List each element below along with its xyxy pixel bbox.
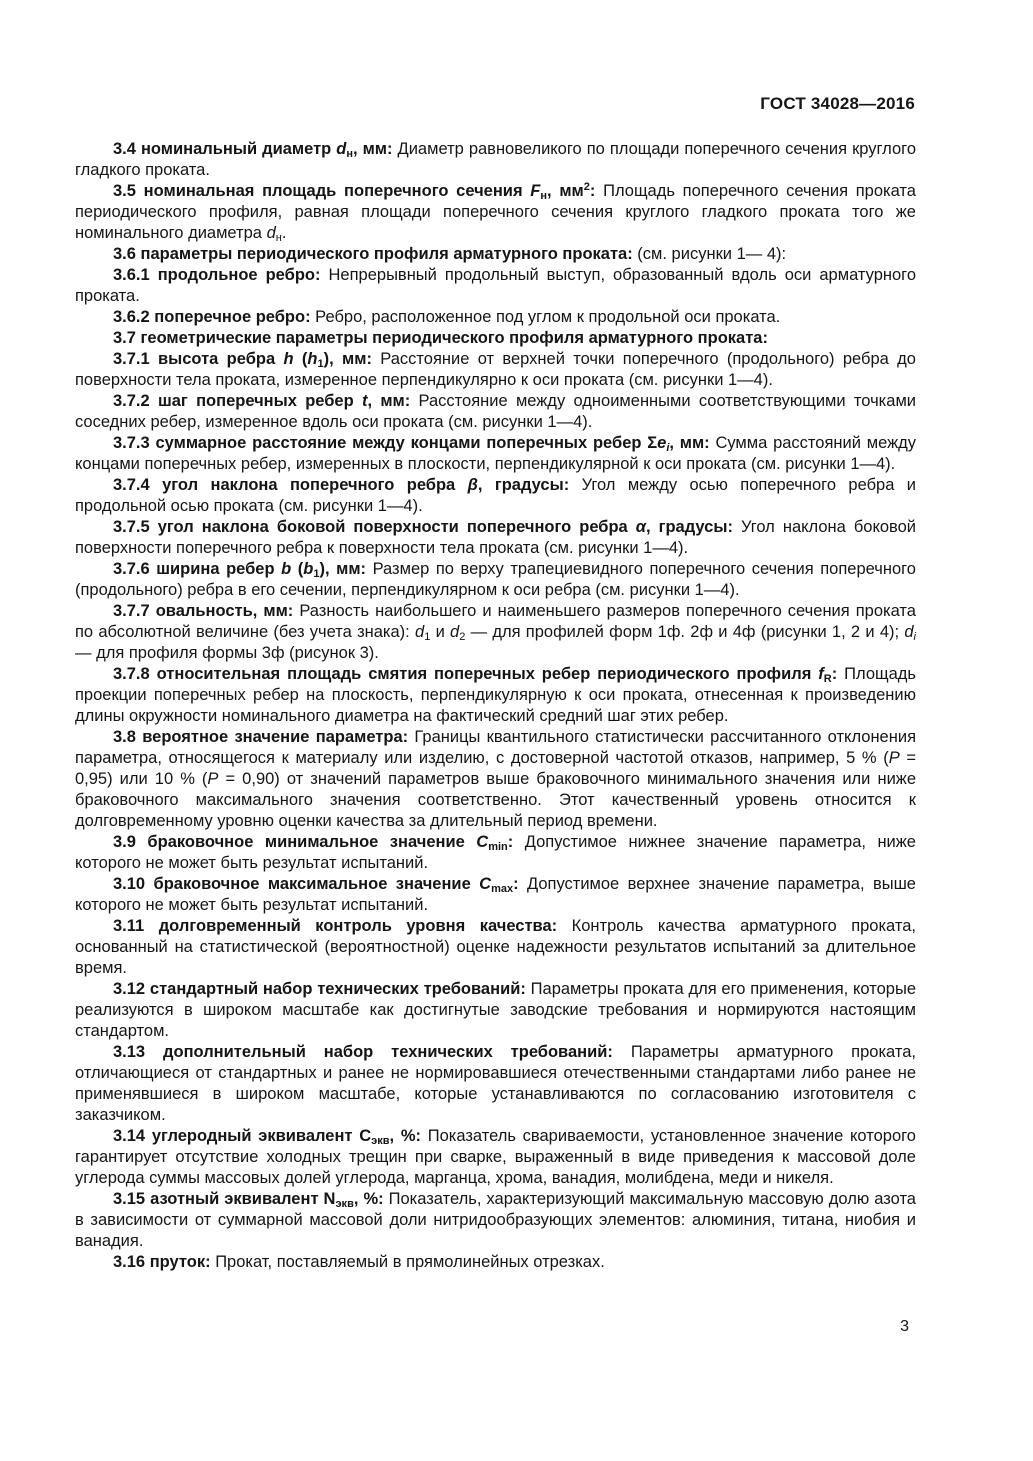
term-paragraph-3.14: 3.14 углеродный эквивалент $C_{экв}$, %: Показатель свариваемости, установленное значение которого гарантирует отсутствие холодных трещин при сварке, выраженный в виде приведения к массовой доле углерода суммы массовых долей углерода, марганца, хрома, ванадия, молибдена, меди и никеля. [75,1127,916,1187]
term-paragraph-3.7.7: 3.7.7 овальность, мм: Разность наибольшего и наименьшего размеров поперечного сечения проката по абсолютной величине (без учета знака): $d_1$ и $d_2$ — для профилей форм 1ф. 2ф и 4ф (рисунки 1, 2 и 4); $d_i$ — для профиля формы 3ф (рисунок 3). [75,602,916,662]
term-paragraph-3.7.2: 3.7.2 шаг поперечных ребер t, мм: Расстояние между одноименными соответствующими точками соседних ребер, измеренное вдоль оси проката (см. рисунки 1—4). [75,392,916,431]
term-paragraph-3.6: 3.6 параметры периодического профиля арматурного проката: (см. рисунки 1— 4): [113,245,787,263]
terms-list [75,139,916,1273]
term-paragraph-3.6.1: 3.6.1 продольное ребро: Непрерывный продольный выступ, образованный вдоль оси арматурного проката. [75,266,916,305]
term-paragraph-3.7.4: 3.7.4 угол наклона поперечного ребра β, градусы: Угол между осью поперечного ребра и продольной осью проката (см. рисунки 1—4). [75,476,916,515]
document-code-header: ГОСТ 34028—2016 [760,94,915,113]
term-paragraph-3.12: 3.12 стандартный набор технических требований: Параметры проката для его применения, которые реализуются в широком масштабе как достигнутые заводские требования и нормируются настоящим стандартом. [75,980,916,1040]
term-paragraph-3.7: 3.7 геометрические параметры периодического профиля арматурного проката: [113,329,768,347]
term-paragraph-3.15: 3.15 азотный эквивалент $N_{экв}$, %: Показатель, характеризующий максимальную массовую долю азота в зависимости от суммарной массовой доли нитридообразующих элементов: алюминия, титана, ниобия и ванадия. [75,1190,916,1250]
term-paragraph-3.9: 3.9 браковочное минимальное значение $C_{min}$: Допустимое нижнее значение параметра, ниже которого не может быть результат испытаний. [75,833,916,872]
term-paragraph-3.5: 3.5 номинальная площадь поперечного сечения $F_н$, $мм^2$: Площадь поперечного сечения проката периодического профиля, равная площади поперечного сечения круглого гладкого проката того же номинального диаметра $d_н$. [75,181,916,244]
term-paragraph-3.7.1: 3.7.1 высота ребра h $(h_1)$, мм: Расстояние от верхней точки поперечного (продольного) ребра до поверхности тела проката, измеренное перпендикулярно к оси проката (см. рисунки 1—4). [75,350,916,389]
term-paragraph-3.16: 3.16 пруток: Прокат, поставляемый в прямолинейных отрезках. [113,1253,605,1271]
term-paragraph-3.7.8: 3.7.8 относительная площадь смятия поперечных ребер периодического профиля $f_R$: Площадь проекции поперечных ребер на плоскость, перпендикулярную к оси проката, отнесенная к произведению длины окружности номинального диаметра на фактический средний шаг этих ребер. [75,665,916,725]
term-paragraph-3.7.6: 3.7.6 ширина ребер b $(b_1)$, мм: Размер по верху трапециевидного поперечного сечения поперечного (продольного) ребра в его сечении, перпендикулярном к оси ребра (см. рисунки 1—4). [75,560,916,599]
term-paragraph-3.13: 3.13 дополнительный набор технических требований: Параметры арматурного проката, отличающиеся от стандартных и ранее не нормировавшиеся отечественными стандартами либо ранее не применявшиеся в широком масштабе, которые устанавливаются по согласованию изготовителя с заказчиком. [75,1043,916,1124]
term-paragraph-3.11: 3.11 долговременный контроль уровня качества: Контроль качества арматурного проката, основанный на статистической (вероятностной) оценке надежности результатов испытаний за длительное время. [75,917,917,977]
term-paragraph-3.8: 3.8 вероятное значение параметра: Границы квантильного статистически рассчитанного отклонения параметра, относящегося к материалу или изделию, с достоверной частотой отказов, например, 5 % (P = 0,95) или 10 % (P = 0,90) от значений параметров выше браковочного минимального значения или ниже браковочного максимального значения соответственно. Этот качественный уровень относится к долговременному уровню оценки качества за длительный период времени. [75,728,917,830]
term-paragraph-3.4: 3.4 номинальный диаметр $d_н$, мм: Диаметр равновеликого по площади поперечного сечения круглого гладкого проката. [75,140,917,179]
term-paragraph-3.7.5: 3.7.5 угол наклона боковой поверхности поперечного ребра α, градусы: Угол наклона боковой поверхности поперечного ребра к поверхности тела проката (см. рисунки 1—4). [75,518,917,557]
term-paragraph-3.7.3: 3.7.3 суммарное расстояние между концами поперечных ребер $\Sigma e_i$, мм: Сумма расстояний между концами поперечных ребер, измеренных в плоскости, перпендикулярной к оси проката (см. рисунки 1—4). [75,434,916,473]
term-paragraph-3.6.2: 3.6.2 поперечное ребро: Ребро, расположенное под углом к продольной оси проката. [113,308,781,326]
page-number: 3 [900,1318,909,1335]
term-paragraph-3.10: 3.10 браковочное максимальное значение $C_{max}$: Допустимое верхнее значение параметра, выше которого не может быть результат испытаний. [75,875,916,914]
